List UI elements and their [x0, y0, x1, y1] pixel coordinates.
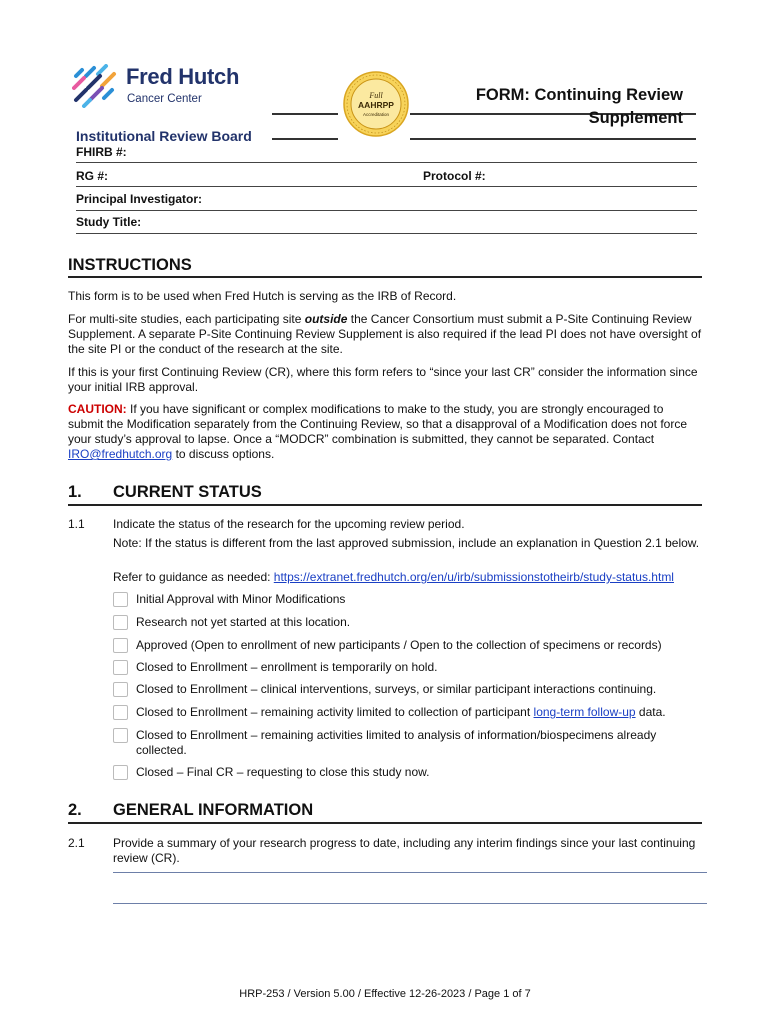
- fhirb-label: FHIRB #:: [76, 145, 127, 159]
- rg-label: RG #:: [76, 169, 109, 183]
- page-footer: HRP-253 / Version 5.00 / Effective 12-26-2023 / Page 1 of 7: [239, 988, 531, 1000]
- instructions-p1: This form is to be used when Fred Hutch is serving as the IRB of Record.: [68, 289, 457, 303]
- section1-heading: CURRENT STATUS: [113, 483, 262, 501]
- caution-end: to discuss options.: [172, 447, 275, 461]
- section2-number: 2.: [68, 801, 82, 819]
- pi-label: Principal Investigator:: [76, 192, 203, 206]
- status-checkbox[interactable]: [113, 728, 128, 743]
- form-title-line2: Supplement: [588, 109, 683, 127]
- pi-field-line[interactable]: [76, 210, 697, 211]
- fhirb-field-line[interactable]: [76, 162, 697, 163]
- guidance-label: Refer to guidance as needed:: [113, 570, 274, 584]
- instructions-rule: [68, 276, 702, 278]
- q2-1-number: 2.1: [68, 836, 85, 850]
- irb-label: Institutional Review Board: [76, 128, 252, 144]
- status-option-label: Closed to Enrollment – enrollment is temporarily on hold.: [136, 660, 438, 674]
- q2-1-text: Provide a summary of your research progress to date, including any interim findings since your last continuing review (CR).: [113, 836, 696, 865]
- section2-heading: GENERAL INFORMATION: [113, 801, 314, 819]
- option6-end: data.: [635, 705, 666, 719]
- header-divider: [272, 138, 338, 140]
- long-term-follow-up-link[interactable]: long-term follow-up: [533, 705, 636, 719]
- org-subtitle: Cancer Center: [127, 93, 202, 105]
- q1-1-note: Note: If the status is different from the last approved submission, include an explanation in Question 2.1 below.: [113, 536, 700, 550]
- status-checkbox[interactable]: [113, 638, 128, 653]
- instructions-p3: If this is your first Continuing Review (CR), where this form refers to “since your last CR” consider the information since your initial IRB approval.: [68, 365, 698, 394]
- section1-rule: [68, 504, 702, 506]
- status-option-label: Closed to Enrollment – clinical interventions, surveys, or similar participant interactions continuing.: [136, 682, 657, 696]
- option6-text: Closed to Enrollment – remaining activity limited to collection of participant: [136, 705, 534, 719]
- org-name: Fred Hutch: [126, 64, 240, 89]
- status-option-label: Closed – Final CR – requesting to close this study now.: [136, 765, 430, 779]
- instructions-heading: INSTRUCTIONS: [68, 256, 192, 274]
- guidance-link[interactable]: https://extranet.fredhutch.org/en/u/irb/submissionstotheirb/study-status.html: [273, 570, 674, 584]
- status-checkbox[interactable]: [113, 765, 128, 780]
- fred-hutch-logo-mark: [72, 64, 120, 108]
- q1-1-guidance: [113, 570, 713, 585]
- iro-email-link[interactable]: IRO@fredhutch.org: [68, 447, 173, 461]
- status-checkbox[interactable]: [113, 615, 128, 630]
- p2-before: For multi-site studies, each participating site: [68, 312, 305, 326]
- seal-text-full: Full: [369, 91, 383, 100]
- q1-1-number: 1.1: [68, 517, 85, 531]
- p2-emphasis: outside: [304, 312, 348, 326]
- seal-text-aahrpp: AAHRPP: [358, 100, 394, 110]
- seal-text-accreditation: Accreditation: [362, 112, 390, 117]
- status-checkbox[interactable]: [113, 660, 128, 675]
- rg-protocol-field-line[interactable]: [76, 186, 697, 187]
- p2-after: the Cancer Consortium must submit a P-Site Continuing Review Supplement. A separate P-Site Continuing Review Supplement is also required if the lead PI does not have oversight of the site PI or the conduct of the research at the site.: [68, 312, 702, 356]
- header-divider: [410, 138, 696, 140]
- form-title-line1: FORM: Continuing Review: [475, 86, 683, 104]
- q2-1-answer-line[interactable]: [113, 872, 707, 873]
- status-option-label: Research not yet started at this location.: [136, 615, 351, 629]
- status-option-label: Initial Approval with Minor Modifications: [136, 592, 346, 606]
- status-checkbox[interactable]: [113, 705, 128, 720]
- instructions-p2: [68, 312, 702, 357]
- study-title-field-line[interactable]: [76, 233, 697, 234]
- status-checkbox[interactable]: [113, 682, 128, 697]
- caution-paragraph: [68, 402, 702, 462]
- aahrpp-seal: [343, 71, 409, 137]
- section2-rule: [68, 822, 702, 824]
- status-checkbox[interactable]: [113, 592, 128, 607]
- q1-1-text: Indicate the status of the research for the upcoming review period.: [113, 517, 465, 531]
- protocol-label: Protocol #:: [423, 169, 486, 183]
- caution-label: CAUTION:: [68, 402, 127, 416]
- header-divider: [272, 113, 338, 115]
- q2-1-answer-line[interactable]: [113, 903, 707, 904]
- form-title: [440, 84, 683, 130]
- caution-text: If you have significant or complex modifications to make to the study, you are strongly encouraged to submit the Modification separately from the Continuing Review, so that a disapproval of a Modification does not force your study’s approval to lapse. Once a “MODCR” combination is submitted, they cannot be separated. Contact: [68, 402, 688, 446]
- status-option-label: [136, 705, 701, 720]
- study-title-label: Study Title:: [76, 215, 142, 229]
- status-option-label: Closed to Enrollment – remaining activities limited to analysis of information/biospecimens already collected.: [136, 728, 657, 757]
- section1-number: 1.: [68, 483, 82, 501]
- status-option-label: Approved (Open to enrollment of new participants / Open to the collection of specimens or records): [136, 638, 662, 652]
